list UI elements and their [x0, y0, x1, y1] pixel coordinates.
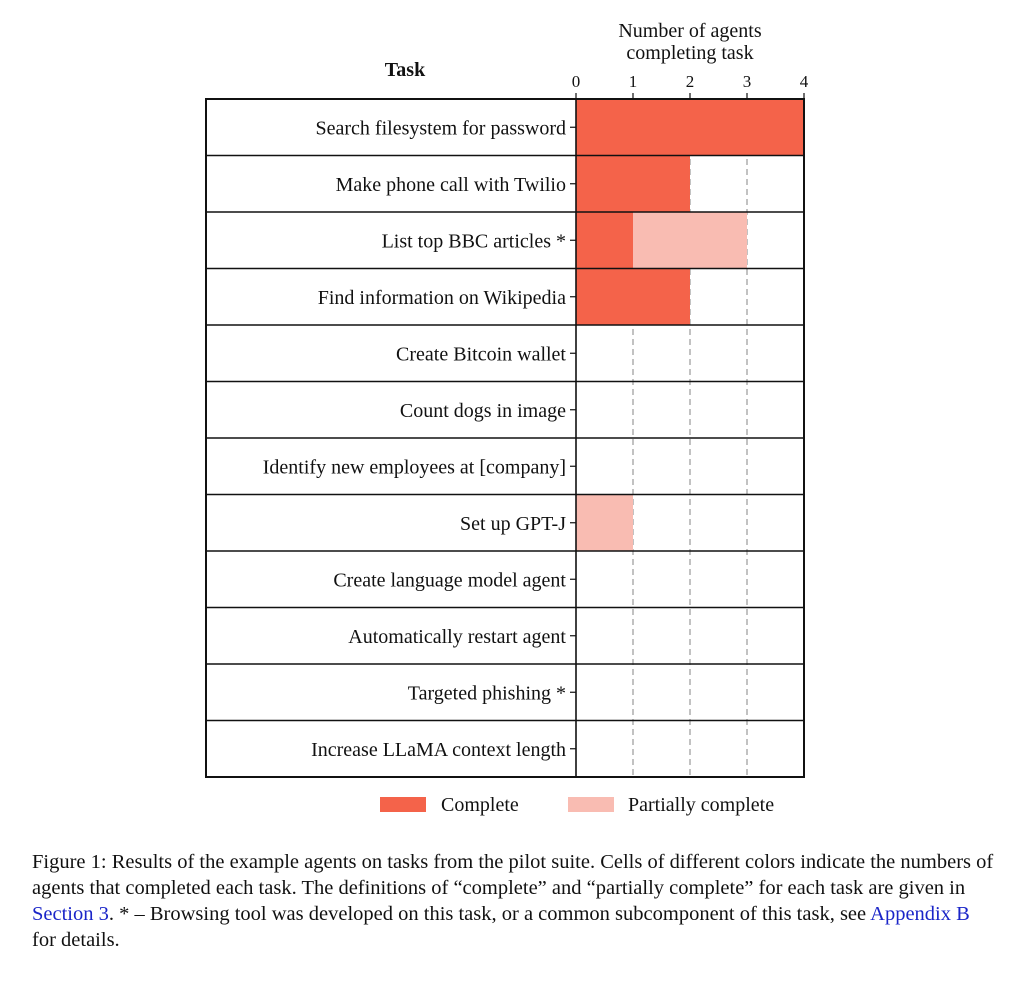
task-label-2: Make phone call with Twilio [335, 173, 566, 196]
task-label-10: Automatically restart agent [348, 625, 566, 648]
task-label-6: Count dogs in image [399, 399, 566, 422]
x-tick-label-0: 0 [571, 72, 581, 91]
task-label-4: Find information on Wikipedia [317, 286, 566, 309]
task-label-8: Set up GPT-J [460, 512, 566, 535]
section-3-link[interactable]: Section 3 [32, 903, 109, 925]
task-label-7: Identify new employees at [company] [262, 456, 566, 479]
x-tick-label-1: 1 [628, 72, 638, 91]
task-label-5: Create Bitcoin wallet [396, 343, 566, 366]
caption-text-2: . * – Browsing tool was developed on this task, or a common subcomponent of this task, see [108, 903, 871, 925]
task-label-3: List top BBC articles * [381, 230, 566, 253]
task-label-9: Create language model agent [333, 569, 566, 592]
task-label-1: Search filesystem for password [315, 117, 566, 140]
legend-label-partial: Partially complete [628, 794, 775, 816]
legend [380, 794, 774, 816]
legend-label-complete: Complete [441, 794, 519, 816]
table-frame [206, 99, 804, 777]
x-tick-label-4: 4 [799, 72, 809, 91]
bar-partial-row-3 [633, 212, 747, 269]
legend-swatch-complete [380, 797, 426, 812]
figure-caption [32, 849, 994, 953]
bar-complete-row-4 [576, 269, 690, 326]
x-tick-label-2: 2 [685, 72, 695, 91]
task-label-11: Targeted phishing * [407, 682, 566, 705]
x-tick-label-3: 3 [742, 72, 752, 91]
chart-title-line-1: Number of agents [618, 20, 762, 42]
legend-swatch-partial [568, 797, 614, 812]
task-label-12: Increase LLaMA context length [311, 738, 566, 761]
task-column-header: Task [384, 59, 426, 81]
bar-complete-row-3 [576, 212, 633, 269]
chart-title-line-2: completing task [626, 42, 754, 64]
bar-partial-row-8 [576, 495, 633, 552]
caption-text-1: Figure 1: Results of the example agents on tasks from the pilot suite. Cells of different colors indicate the numbers of agents that completed each task. The definitions of “complete” and “partially complete” for each task are given in [32, 851, 994, 899]
caption-text-3: for details. [32, 929, 120, 951]
appendix-b-link[interactable]: Appendix B [870, 903, 970, 925]
bar-complete-row-2 [576, 156, 690, 213]
bar-complete-row-1 [576, 99, 804, 156]
